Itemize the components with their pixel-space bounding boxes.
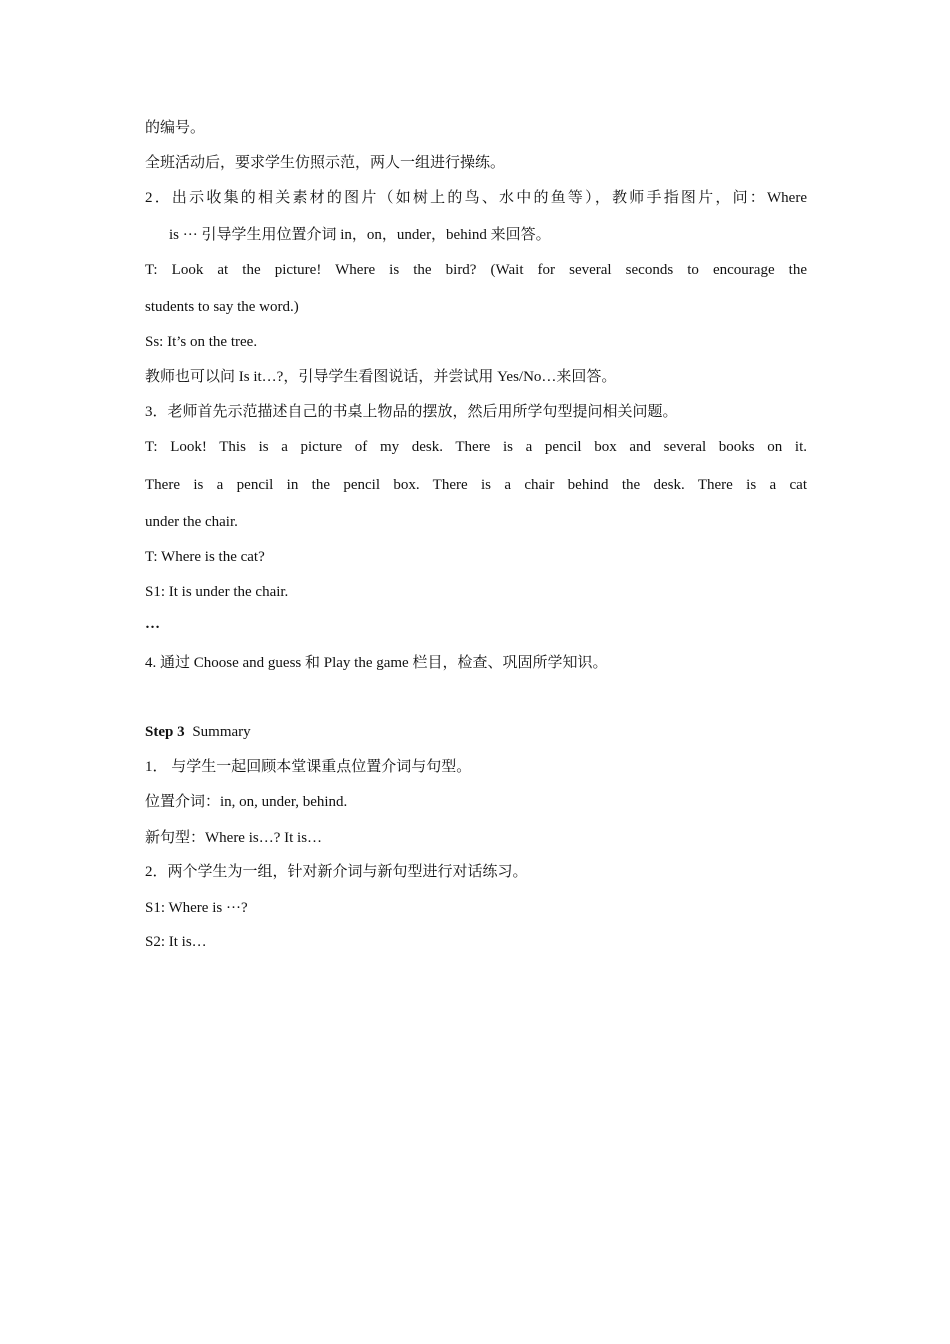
text-line: is ··· 引导学生用位置介词 in，on，under，behind 来回答。 xyxy=(169,227,551,243)
text-line: Ss: It’s on the tree. xyxy=(145,334,258,350)
text-line: 3．老师首先示范描述自己的书桌上物品的摆放，然后用所学句型提问相关问题。 xyxy=(145,404,678,420)
ellipsis-line: … xyxy=(145,616,161,632)
step-title: Summary xyxy=(192,724,251,740)
text-line: under the chair. xyxy=(145,514,238,530)
text-line: S1: Where is ···? xyxy=(145,900,248,916)
section-heading xyxy=(145,722,807,742)
text-line: 1． 与学生一起回顾本堂课重点位置介词与句型。 xyxy=(145,759,472,775)
text-line: S2: It is… xyxy=(145,934,207,950)
text-line: 的编号。 xyxy=(145,120,206,136)
text-line: T: Look at the picture! Where is the bird? (Wait for several seconds to encourage the xyxy=(145,262,807,278)
step-label: Step 3 xyxy=(145,724,185,740)
text-line: S1: It is under the chair. xyxy=(145,584,289,600)
text-line: T: Where is the cat? xyxy=(145,549,265,565)
text-line: T: Look! This is a picture of my desk. There is a pencil box and several books on it. xyxy=(145,439,807,455)
text-line: students to say the word.) xyxy=(145,299,299,315)
text-line: 位置介词：in, on, under, behind. xyxy=(145,794,348,810)
text-line: 教师也可以问 Is it…?，引导学生看图说话，并尝试用 Yes/No…来回答。 xyxy=(145,369,617,385)
text-line: There is a pencil in the pencil box. There is a chair behind the desk. There is a cat xyxy=(145,477,807,493)
text-line: 2．两个学生为一组，针对新介词与新句型进行对话练习。 xyxy=(145,864,528,880)
text-line: 新句型：Where is…? It is… xyxy=(145,830,323,846)
text-line: 2．出示收集的相关素材的图片（如树上的鸟、水中的鱼等），教师手指图片，问：Where xyxy=(145,190,807,206)
text-line: 4. 通过 Choose and guess 和 Play the game 栏目，检查、巩固所学知识。 xyxy=(145,655,608,671)
text-line: 全班活动后，要求学生仿照示范，两人一组进行操练。 xyxy=(145,155,506,171)
